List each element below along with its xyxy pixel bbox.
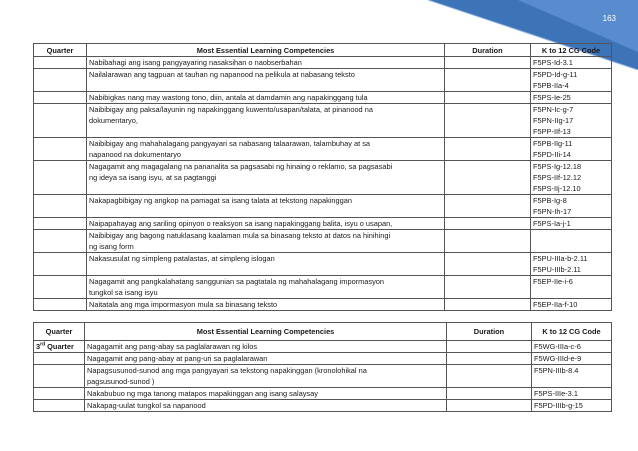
cell-line: F5EP-IIa-f-10 <box>533 300 578 309</box>
table-row <box>34 138 612 161</box>
header-code: K to 12 CG Code <box>532 323 612 341</box>
table-row <box>34 299 612 311</box>
cell-line: Nagagamit ang pangkalahatang sanggunian sa pagtatala ng mahahalagang impormasyon <box>89 277 385 286</box>
cell-line: F5PS-Ie-25 <box>533 93 571 102</box>
competency-cell <box>87 195 445 218</box>
duration-cell <box>447 365 532 388</box>
cell-line: Nagagamit ang magagalang na pananalita sa pagsasabi ng hinaing o reklamo, sa pagsasabi <box>89 162 393 171</box>
header-quarter: Quarter <box>34 323 85 341</box>
quarter-cell <box>34 92 87 104</box>
quarter-cell <box>34 104 87 138</box>
competency-cell <box>87 276 445 299</box>
table-row <box>34 388 612 400</box>
competency-cell <box>87 69 445 92</box>
duration-cell <box>445 218 531 230</box>
code-cell <box>531 104 612 138</box>
quarter-cell <box>34 365 85 388</box>
cell-line: F5PS-Id-3.1 <box>533 58 573 67</box>
cell-line: dokumentaryo, <box>89 116 138 125</box>
quarter-cell <box>34 138 87 161</box>
table-header-row <box>34 44 612 57</box>
cell-line: F5PS-IIf-12.12 <box>533 173 582 182</box>
code-cell <box>531 230 612 253</box>
cell-line: F5PN-Ic-g-7 <box>533 105 574 114</box>
quarter-cell <box>34 161 87 195</box>
cell-line: Nakapagbibigay ng angkop na pamagat sa isang talata at tekstong napakinggan <box>89 196 352 205</box>
duration-cell <box>445 92 531 104</box>
table-row <box>34 253 612 276</box>
cell-line: Nailalarawan ang tagpuan at tauhan ng napanood na pelikula at nabasang teksto <box>89 70 355 79</box>
table-row <box>34 230 612 253</box>
table-header-row <box>34 323 612 341</box>
code-cell <box>532 353 612 365</box>
cell-line: F5PU-IIIb-2.11 <box>533 265 581 274</box>
code-cell <box>531 161 612 195</box>
duration-cell <box>447 353 532 365</box>
table-row <box>34 353 612 365</box>
quarter-cell <box>34 195 87 218</box>
code-cell <box>532 341 612 353</box>
duration-cell <box>445 104 531 138</box>
quarter-cell <box>34 400 85 412</box>
quarter-cell <box>34 299 87 311</box>
code-cell <box>531 195 612 218</box>
table-row <box>34 400 612 412</box>
code-cell <box>531 57 612 69</box>
cell-line: F5PB-IIg-11 <box>533 139 573 148</box>
quarter-ordinal: rd <box>40 341 46 348</box>
cell-line: F5PD-IIi-14 <box>533 150 571 159</box>
competency-cell <box>87 104 445 138</box>
table-row <box>34 195 612 218</box>
cell-line: F5EP-IIe-i-6 <box>533 277 573 286</box>
cell-line: F5PN-IIIb-8.4 <box>534 366 579 375</box>
competency-cell <box>87 253 445 276</box>
cell-line: F5PU-IIIa-b-2.11 <box>533 254 588 263</box>
duration-cell <box>445 195 531 218</box>
duration-cell <box>445 299 531 311</box>
code-cell <box>531 218 612 230</box>
code-cell <box>531 69 612 92</box>
competency-cell <box>85 388 447 400</box>
duration-cell <box>445 230 531 253</box>
cell-line: F5PB-Ig-8 <box>533 196 567 205</box>
cell-line: Naitatala ang mga impormasyon mula sa binasang teksto <box>89 300 278 309</box>
table-row <box>34 69 612 92</box>
competency-cell <box>85 353 447 365</box>
quarter-cell <box>34 230 87 253</box>
duration-cell <box>445 161 531 195</box>
duration-cell <box>445 253 531 276</box>
competency-cell <box>87 230 445 253</box>
duration-cell <box>447 388 532 400</box>
duration-cell <box>445 57 531 69</box>
cell-line: Naibibigay ang mahahalagang pangyayari sa nabasang talaarawan, talambuhay at sa <box>89 139 371 148</box>
duration-cell <box>447 400 532 412</box>
quarter-number: 3 <box>36 342 41 351</box>
table-row <box>34 276 612 299</box>
duration-cell <box>445 276 531 299</box>
competency-cell <box>87 138 445 161</box>
competency-cell <box>87 92 445 104</box>
code-cell <box>531 299 612 311</box>
cell-line: F5WG-IIId-e-9 <box>534 354 582 363</box>
code-cell <box>532 400 612 412</box>
duration-cell <box>445 138 531 161</box>
table-row <box>34 341 612 353</box>
cell-line: Nabibahagi ang isang pangyayaring nasaksihan o naobserbahan <box>89 58 302 67</box>
competency-cell <box>87 299 445 311</box>
table-row <box>34 161 612 195</box>
quarter-cell <box>34 388 85 400</box>
quarter-word: Quarter <box>45 342 74 351</box>
table-row <box>34 365 612 388</box>
cell-line: Nakabubuo ng mga tanong matapos mapakinggan ang isang salaysay <box>87 389 318 398</box>
header-duration: Duration <box>447 323 532 341</box>
competency-cell <box>85 341 447 353</box>
cell-line: tungkol sa isang isyu <box>89 288 158 297</box>
header-quarter: Quarter <box>34 44 87 57</box>
cell-line: F5PS-Ig-12.18 <box>533 162 582 171</box>
cell-line: F5WG-IIIa-c-6 <box>534 342 581 351</box>
competency-table-1 <box>33 43 612 311</box>
header-duration: Duration <box>445 44 531 57</box>
competency-cell <box>87 218 445 230</box>
competency-cell <box>87 161 445 195</box>
cell-line: Nakapag-uulat tungkol sa napanood <box>87 401 206 410</box>
page-number: 163 <box>602 14 616 23</box>
cell-line: F5PS-IIIe-3.1 <box>534 389 578 398</box>
code-cell <box>532 388 612 400</box>
cell-line: Nagagamit ang pang-abay at pang-uri sa paglalarawan <box>87 354 268 363</box>
competency-cell <box>85 365 447 388</box>
cell-line: Naipapahayag ang sariling opinyon o reaksyon sa isang napakinggang balita, isyu o usapan, <box>89 219 393 228</box>
code-cell <box>531 138 612 161</box>
table-row <box>34 218 612 230</box>
code-cell <box>532 365 612 388</box>
quarter-cell <box>34 69 87 92</box>
cell-line: F5PD-IIIb-g-15 <box>534 401 583 410</box>
cell-line: ng ideya sa isang isyu, at sa pagtanggi <box>89 173 217 182</box>
code-cell <box>531 92 612 104</box>
cell-line: ng isang form <box>89 242 134 251</box>
quarter-cell <box>34 218 87 230</box>
cell-line: F5PN-Ih-17 <box>533 207 572 216</box>
table-row <box>34 104 612 138</box>
cell-line: Naibibigay ang paksa/layunin ng napakinggang kuwento/usapan/talata, at pinanood na <box>89 105 373 114</box>
header-competencies: Most Essential Learning Competencies <box>85 323 447 341</box>
cell-line: F5PS-IIj-12.10 <box>533 184 581 193</box>
table-row <box>34 92 612 104</box>
code-cell <box>531 276 612 299</box>
cell-line: F5PD-Id-g-11 <box>533 70 578 79</box>
quarter-cell <box>34 341 85 353</box>
cell-line: F5PB-IIa-4 <box>533 81 569 90</box>
competency-table-2 <box>33 322 612 412</box>
duration-cell <box>447 341 532 353</box>
cell-line: F5PP-IIf-13 <box>533 127 571 136</box>
cell-line: Naibibigay ang bagong natuklasang kaalaman mula sa binasang teksto at datos na hinihingi <box>89 231 391 240</box>
cell-line: F5PN-IIg-17 <box>533 116 574 125</box>
cell-line: Nakasusulat ng simpleng patalastas, at simpleng islogan <box>89 254 275 263</box>
header-competencies: Most Essential Learning Competencies <box>87 44 445 57</box>
table-row <box>34 57 612 69</box>
competency-cell <box>85 400 447 412</box>
cell-line: F5PS-Ia-j-1 <box>533 219 571 228</box>
header-code: K to 12 CG Code <box>531 44 612 57</box>
competency-cell <box>87 57 445 69</box>
quarter-cell <box>34 353 85 365</box>
cell-line: napanood na dokumentaryo <box>89 150 182 159</box>
quarter-cell <box>34 57 87 69</box>
code-cell <box>531 253 612 276</box>
cell-line: Nagagamit ang pang-abay sa paglalarawan ng kilos <box>87 342 258 351</box>
quarter-cell <box>34 253 87 276</box>
quarter-cell <box>34 276 87 299</box>
cell-line: Nabibigkas nang may wastong tono, diin, antala at damdamin ang napakinggang tula <box>89 93 368 102</box>
cell-line: Napagsusunod-sunod ang mga pangyayari sa tekstong napakinggan (kronolohikal na <box>87 366 367 375</box>
cell-line: pagsusunod-sunod ) <box>87 377 155 386</box>
duration-cell <box>445 69 531 92</box>
